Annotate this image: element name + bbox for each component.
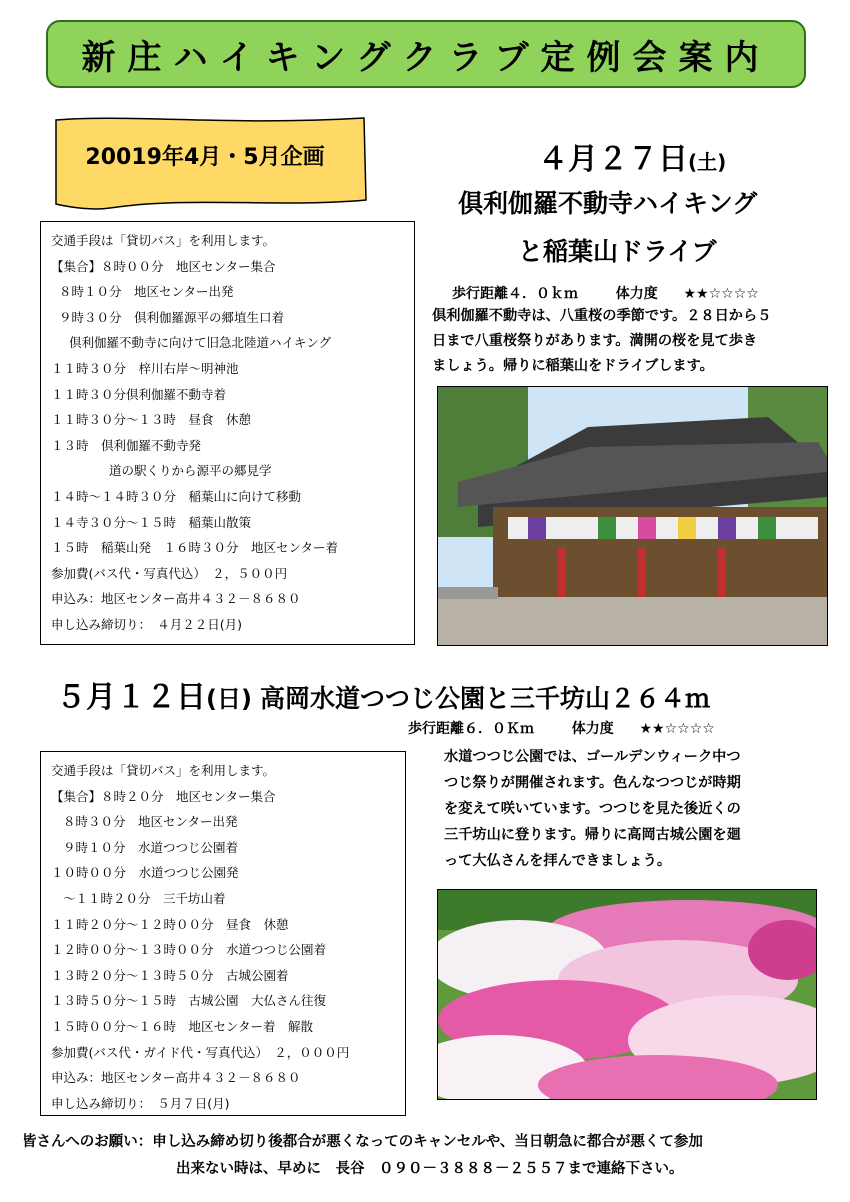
schedule-line: １５時００分～１６時 地区センター着 解散	[51, 1018, 314, 1034]
ribbon-label: 20019年4月・5月企画	[85, 145, 325, 170]
schedule-line: １１時３０分 梓川右岸～明神池	[51, 360, 239, 376]
event1-weekday: (土)	[688, 150, 727, 174]
event2-title-line	[56, 672, 710, 716]
schedule-line: １４寺３０分～１５時 稲葉山散策	[51, 514, 252, 530]
temple-photo	[437, 386, 828, 646]
schedule-line: ８時３０分 地区センター出発	[63, 814, 238, 830]
schedule-line: 【集合】８時００分 地区センター集合	[51, 258, 276, 274]
temple-image	[438, 387, 827, 645]
event1-desc-line: 倶利伽羅不動寺は、八重桜の季節です。２８日から５	[432, 308, 772, 324]
event2-stamina: ★★☆☆☆☆	[639, 721, 715, 737]
event1-date-line	[538, 134, 726, 178]
event2-stats	[408, 718, 715, 738]
event1-stamina-label: 体力度	[615, 286, 658, 302]
event2-title: 高岡水道つつじ公園と三千坊山２６４ｍ	[259, 684, 710, 713]
schedule-line: 交通手段は「貸切バス」を利用します。	[51, 233, 276, 248]
event1-stats	[452, 283, 759, 303]
event1-desc-line: 日まで八重桜祭りがあります。満開の桜を見て歩き	[432, 333, 758, 349]
schedule-line: ～１１時２０分 三千坊山着	[63, 890, 226, 906]
event2-stamina-label: 体力度	[571, 721, 614, 737]
header-banner	[46, 20, 806, 88]
event2-desc-line: を変えて咲いています。つつじを見た後近くの	[444, 801, 741, 817]
azalea-image	[438, 890, 816, 1099]
event2-desc-line: って大仏さんを拝んできましょう。	[444, 853, 672, 869]
event2-desc-line: つじ祭りが開催されます。色んなつつじが時期	[444, 775, 741, 791]
schedule-line: 道の駅くりから源平の郷見学	[109, 463, 272, 479]
schedule-line: １２時００分～１３時００分 水道つつじ公園着	[51, 942, 327, 958]
schedule-line: ９時３０分 倶利伽羅源平の郷埴生口着	[59, 309, 285, 325]
schedule-line: １１時３０分倶利伽羅不動寺着	[51, 386, 227, 402]
schedule-line: １１時３０分～１３時 昼食 休憩	[51, 412, 252, 428]
event1-desc-line: ましょう。帰りに稲葉山をドライブします。	[432, 358, 714, 374]
schedule-line: 倶利伽羅不動寺に向けて旧急北陸道ハイキング	[69, 335, 332, 351]
event2-schedule-box	[40, 751, 406, 1116]
event2-weekday: (日)	[206, 685, 252, 713]
azalea-photo	[437, 889, 817, 1100]
schedule-line: ８時１０分 地区センター出発	[59, 284, 234, 300]
event1-title-line2: と稲葉山ドライブ	[518, 237, 717, 266]
page-title: 新庄ハイキングクラブ定例会案内	[81, 37, 771, 78]
schedule-line: １４時～１４時３０分 稲葉山に向けて移動	[51, 488, 302, 504]
event1-distance: 歩行距離４．０ｋｍ	[452, 286, 578, 302]
schedule-line: １３時２０分～１３時５０分 古城公園着	[51, 967, 289, 983]
schedule-line: ９時１０分 水道つつじ公園着	[63, 839, 239, 855]
footer-line1: 皆さんへのお願い：申し込み締め切り後都合が悪くなってのキャンセルや、当日朝急に都合が悪くて参加	[22, 1134, 703, 1150]
schedule-line: 参加費(バス代・写真代込） ２，５００円	[51, 565, 288, 581]
schedule-line: 【集合】８時２０分 地区センター集合	[51, 788, 276, 804]
event2-desc-line: 水道つつじ公園では、ゴールデンウィーク中つ	[444, 749, 741, 765]
schedule-line: １０時００分 水道つつじ公園発	[51, 865, 239, 881]
event1-stamina: ★★☆☆☆☆	[683, 286, 759, 302]
schedule-line: 参加費(バス代・ガイド代・写真代込） ２，０００円	[51, 1044, 350, 1060]
event2-description	[444, 744, 741, 874]
schedule-line: 申込み：地区センター高井４３２－８６８０	[51, 1070, 301, 1086]
schedule-line: １３時５０分～１５時 古城公園 大仏さん往復	[51, 993, 327, 1009]
event2-date: ５月１２日	[56, 680, 206, 715]
event1-schedule-box	[40, 221, 415, 645]
schedule-line: １１時２０分～１２時００分 昼食 休憩	[51, 916, 289, 932]
schedule-line: １３時 倶利伽羅不動寺発	[51, 437, 202, 453]
schedule-line: 申し込み締切り： ５月７日(月)	[51, 1095, 230, 1111]
schedule-line: １５時 稲葉山発 １６時３０分 地区センター着	[51, 540, 339, 556]
schedule-line: 申込み：地区センター高井４３２－８６８０	[51, 591, 301, 607]
event1-description	[432, 304, 771, 379]
event1-title-line1: 倶利伽羅不動寺ハイキング	[458, 189, 758, 218]
event2-desc-line: 三千坊山に登ります。帰りに高岡古城公園を廻	[444, 827, 741, 843]
event1-date: ４月２７日	[538, 142, 688, 177]
event2-distance: 歩行距離６．０Ｋｍ	[408, 721, 534, 737]
schedule-line: 交通手段は「貸切バス」を利用します。	[51, 763, 276, 778]
footer-line2: 出来ない時は、早めに 長谷 ０９０－３８８８－２５５７まで連絡下さい。	[176, 1161, 684, 1177]
schedule-line: 申し込み締切り： ４月２２日(月)	[51, 616, 243, 632]
